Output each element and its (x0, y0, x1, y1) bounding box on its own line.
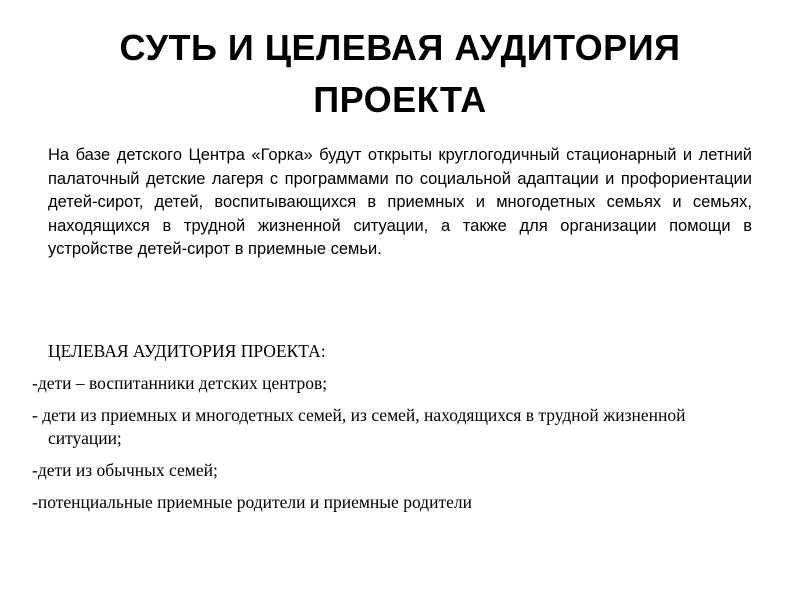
audience-item: -потенциальные приемные родители и приемные родители (32, 492, 472, 512)
target-audience-heading: ЦЕЛЕВАЯ АУДИТОРИЯ ПРОЕКТА: (48, 341, 326, 361)
project-description: На базе детского Центра «Горка» будут открыты круглогодичный стационарный и летний палаточный детские лагеря с программами по социальной адаптации и профориентации детей-сирот, детей, воспитывающихся в приемных и многодетных семьях и семьях, находящихся в трудной жизненной ситуации, а также для организации помощи в устройстве детей-сирот в приемные семьи. (48, 146, 752, 258)
audience-item: -дети – воспитанники детских центров; (32, 373, 328, 393)
target-audience-section (32, 340, 752, 523)
slide-title: СУТЬ И ЦЕЛЕВАЯ АУДИТОРИЯ ПРОЕКТА (119, 27, 681, 120)
audience-item: - дети из приемных и многодетных семей, из семей, находящихся в трудной жизненной ситуации; (32, 405, 686, 448)
audience-item: -дети из обычных семей; (32, 460, 218, 480)
